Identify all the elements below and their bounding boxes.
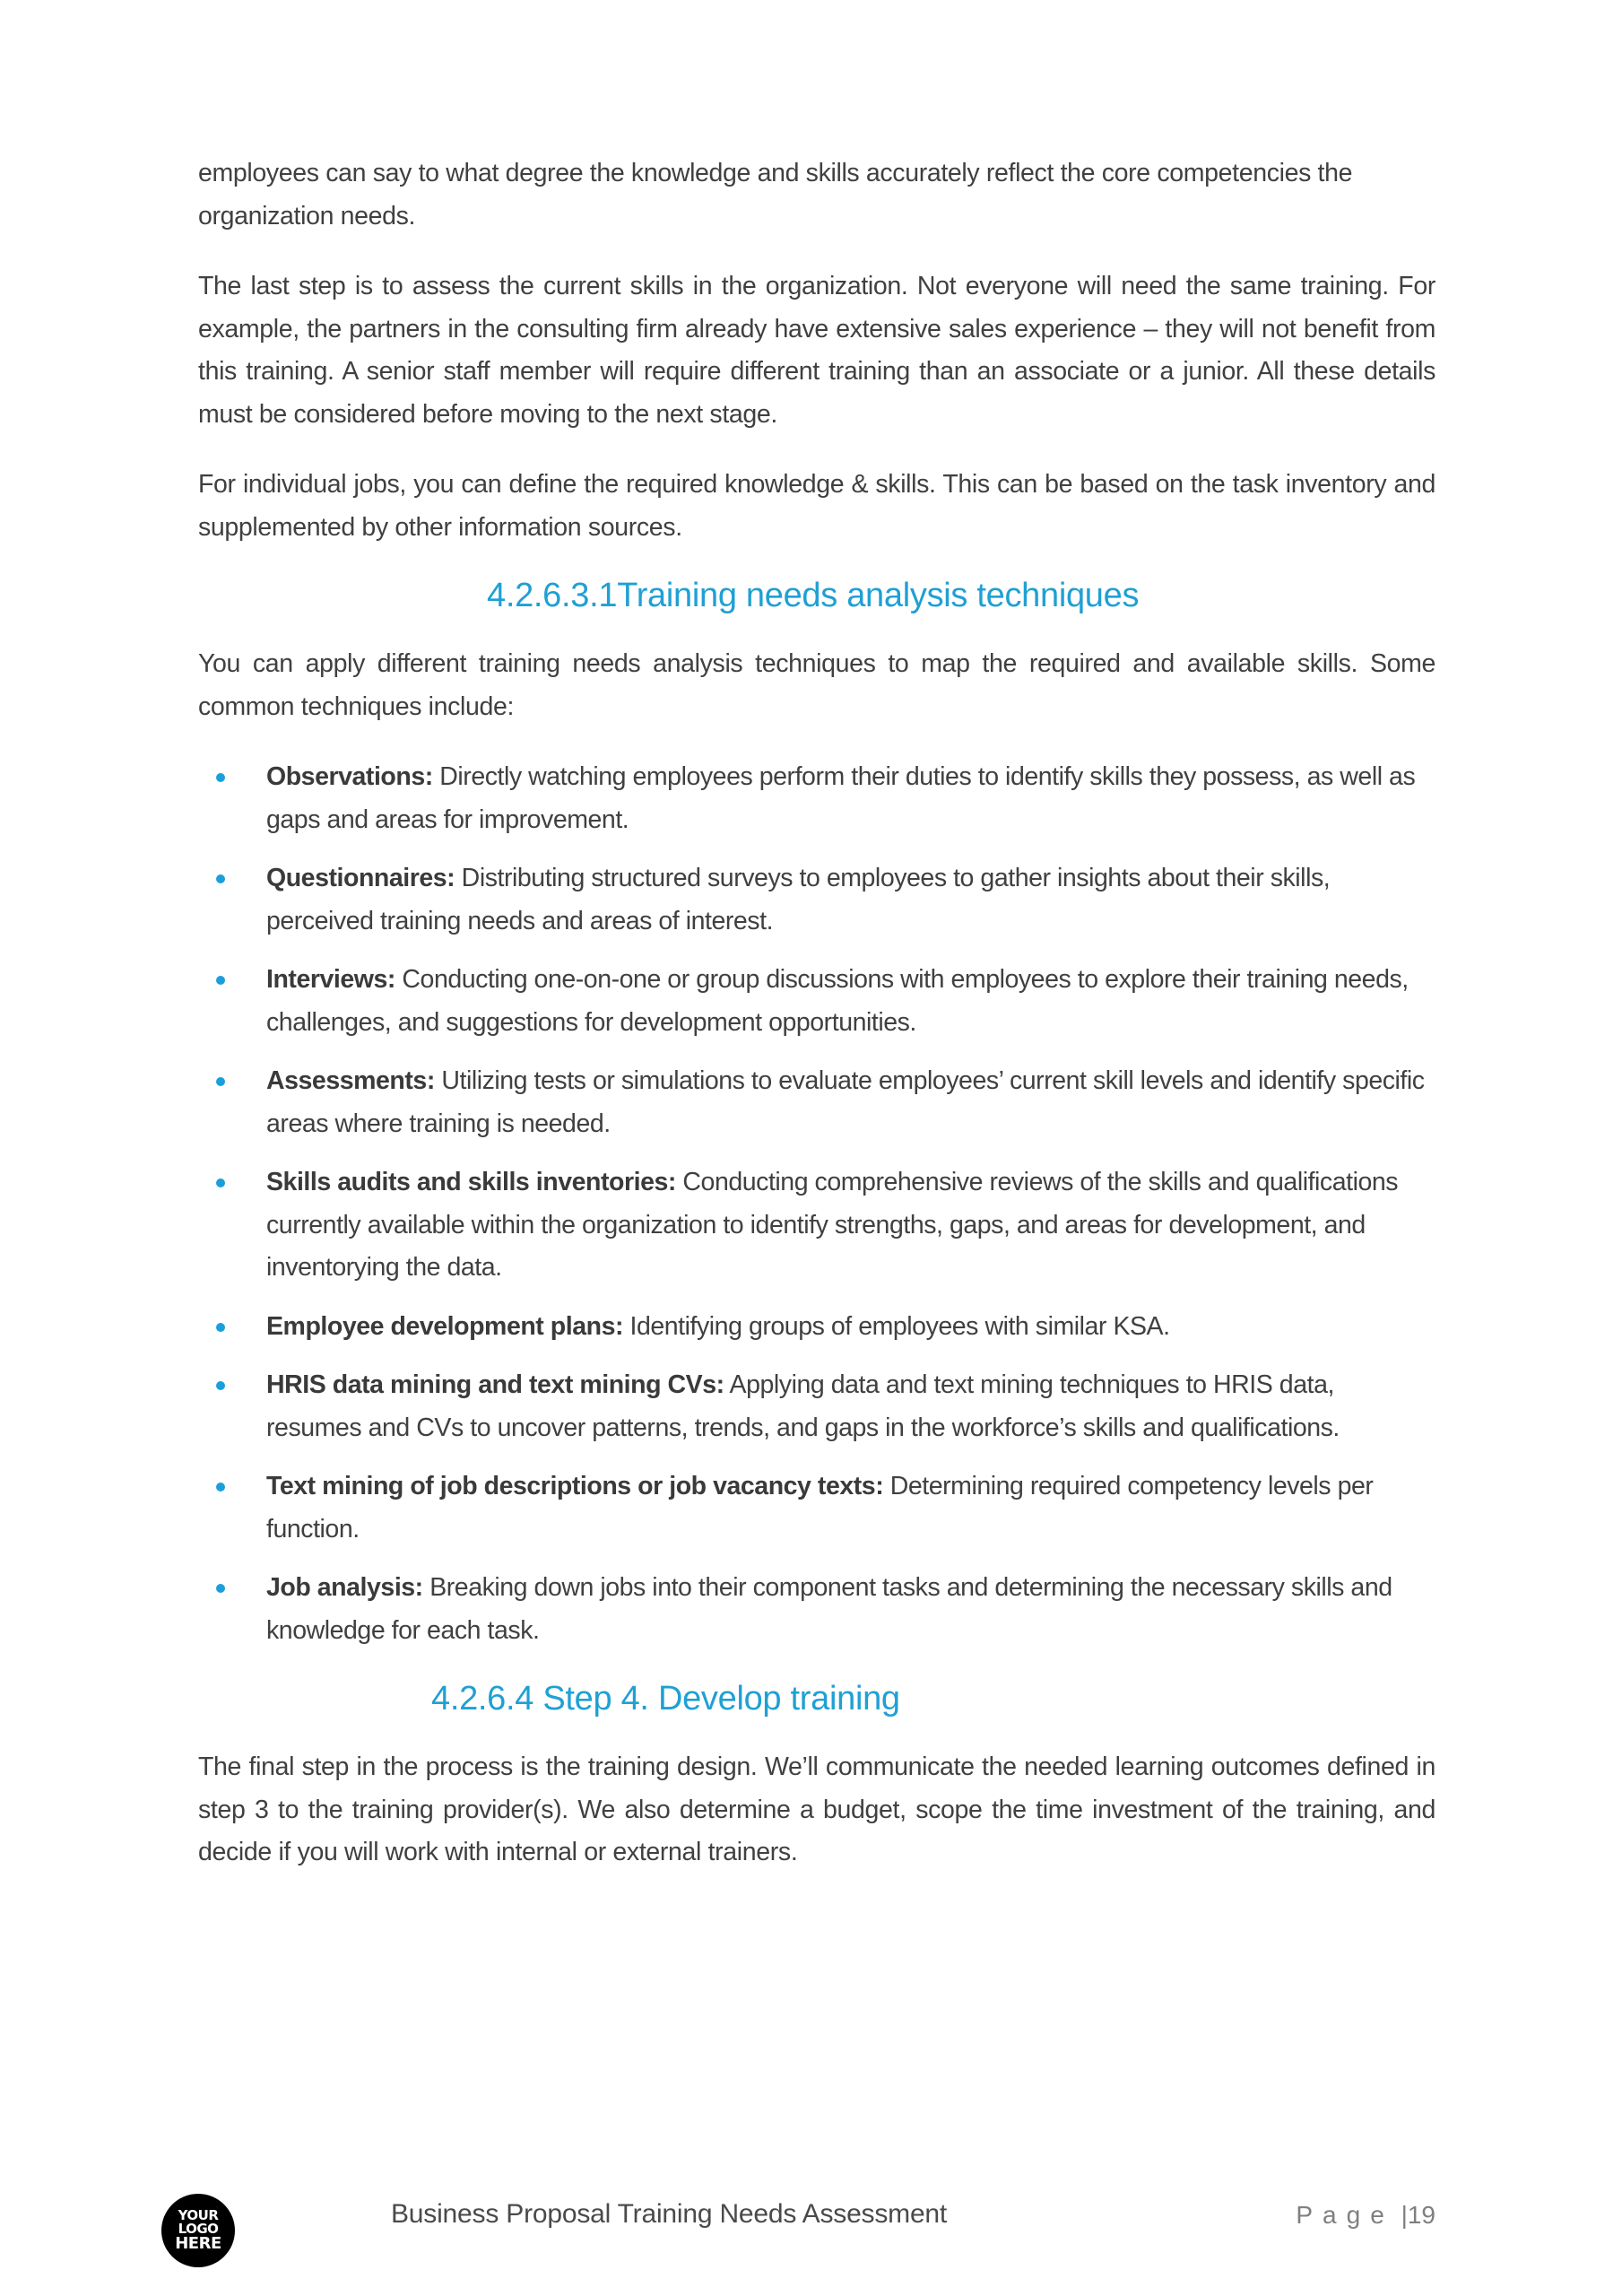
bullet-icon <box>216 976 225 985</box>
paragraph-step4-body: The final step in the process is the training design. We’ll communicate the needed learning outcomes defined in step 3 to the training provider(s). We also determine a budget, scope the time investment of the training, and decide if you will work with internal or external trainers. <box>198 1752 1436 1866</box>
page-content <box>198 152 1436 1874</box>
bullet-icon <box>216 1323 225 1332</box>
technique-term: Assessments: <box>266 1066 435 1095</box>
paragraph-assess-current-skills: The last step is to assess the current skills in the organization. Not everyone will need the same training. For example, the partners in the consulting firm already have extensive sales experience – they will not benefit from this training. A senior staff member will require different training than an associate or a junior. All these details must be considered before moving to the next stage. <box>198 272 1436 429</box>
technique-term: Skills audits and skills inventories: <box>266 1168 676 1196</box>
paragraph-tna-intro: You can apply different training needs analysis techniques to map the required and available skills. Some common techniques include: <box>198 649 1436 721</box>
technique-description: Identifying groups of employees with similar KSA. <box>623 1311 1170 1341</box>
list-item <box>198 1060 1436 1145</box>
technique-description: Determining required competency levels per function. <box>266 1472 1374 1544</box>
list-item <box>198 959 1436 1044</box>
page-number <box>1296 2201 1436 2230</box>
list-item <box>198 1465 1436 1551</box>
logo-line: HERE <box>175 2234 221 2253</box>
technique-term: Questionnaires: <box>266 864 455 892</box>
bullet-icon <box>216 1483 225 1492</box>
list-item <box>198 1161 1436 1290</box>
technique-description: Distributing structured surveys to employees to gather insights about their skills, perceived training needs and areas of interest. <box>266 864 1331 935</box>
technique-term: Employee development plans: <box>266 1311 624 1341</box>
technique-description: Breaking down jobs into their component tasks and determining the necessary skills and knowledge for each task. <box>266 1573 1392 1645</box>
technique-term: Text mining of job descriptions or job vacancy texts: <box>266 1472 884 1500</box>
heading-training-needs-analysis-techniques: 4.2.6.3.1Training needs analysis techniques <box>487 577 1140 614</box>
technique-description: Utilizing tests or simulations to evaluate employees’ current skill levels and identify specific areas where training is needed. <box>266 1066 1425 1138</box>
logo-line: YOUR <box>178 2207 219 2223</box>
page-label: Page <box>1296 2201 1394 2229</box>
heading-step4-develop-training: 4.2.6.4 Step 4. Develop training <box>431 1680 900 1718</box>
list-item <box>198 857 1436 943</box>
logo-placeholder <box>161 2194 235 2267</box>
list-item <box>198 1306 1436 1349</box>
technique-term: Interviews: <box>266 965 395 994</box>
technique-description: Conducting one-on-one or group discussions with employees to explore their training needs, challenges, and suggestions for development opportunities. <box>266 965 1409 1037</box>
bullet-icon <box>216 1584 225 1593</box>
technique-description: Directly watching employees perform their duties to identify skills they possess, as well as gaps and areas for improvement. <box>266 762 1416 834</box>
technique-term: HRIS data mining and text mining CVs: <box>266 1370 724 1399</box>
bullet-icon <box>216 773 225 782</box>
page-footer <box>0 2179 1622 2269</box>
technique-term: Job analysis: <box>266 1573 423 1602</box>
technique-description: Applying data and text mining techniques to HRIS data, resumes and CVs to uncover patterns, trends, and gaps in the workforce’s skills and qualifications. <box>266 1370 1340 1442</box>
techniques-list <box>198 756 1436 1652</box>
bullet-icon <box>216 1077 225 1086</box>
paragraph-intro-continuation: employees can say to what degree the knowledge and skills accurately reflect the core competencies the organization needs. <box>198 159 1353 230</box>
paragraph-individual-jobs: For individual jobs, you can define the required knowledge & skills. This can be based on the task inventory and supplemented by other information sources. <box>198 470 1436 542</box>
logo-line: LOGO <box>178 2221 219 2237</box>
list-item <box>198 1567 1436 1652</box>
footer-document-title: Business Proposal Training Needs Assessment <box>391 2199 948 2229</box>
bullet-icon <box>216 1381 225 1390</box>
technique-term: Observations: <box>266 762 433 791</box>
technique-description: Conducting comprehensive reviews of the skills and qualifications currently available within the organization to identify strengths, gaps, and areas for development, and inventorying the data. <box>266 1168 1399 1282</box>
bullet-icon <box>216 1178 225 1187</box>
page-number-value: 19 <box>1407 2201 1436 2229</box>
list-item <box>198 756 1436 841</box>
page-separator: | <box>1401 2201 1408 2229</box>
list-item <box>198 1364 1436 1449</box>
bullet-icon <box>216 874 225 883</box>
